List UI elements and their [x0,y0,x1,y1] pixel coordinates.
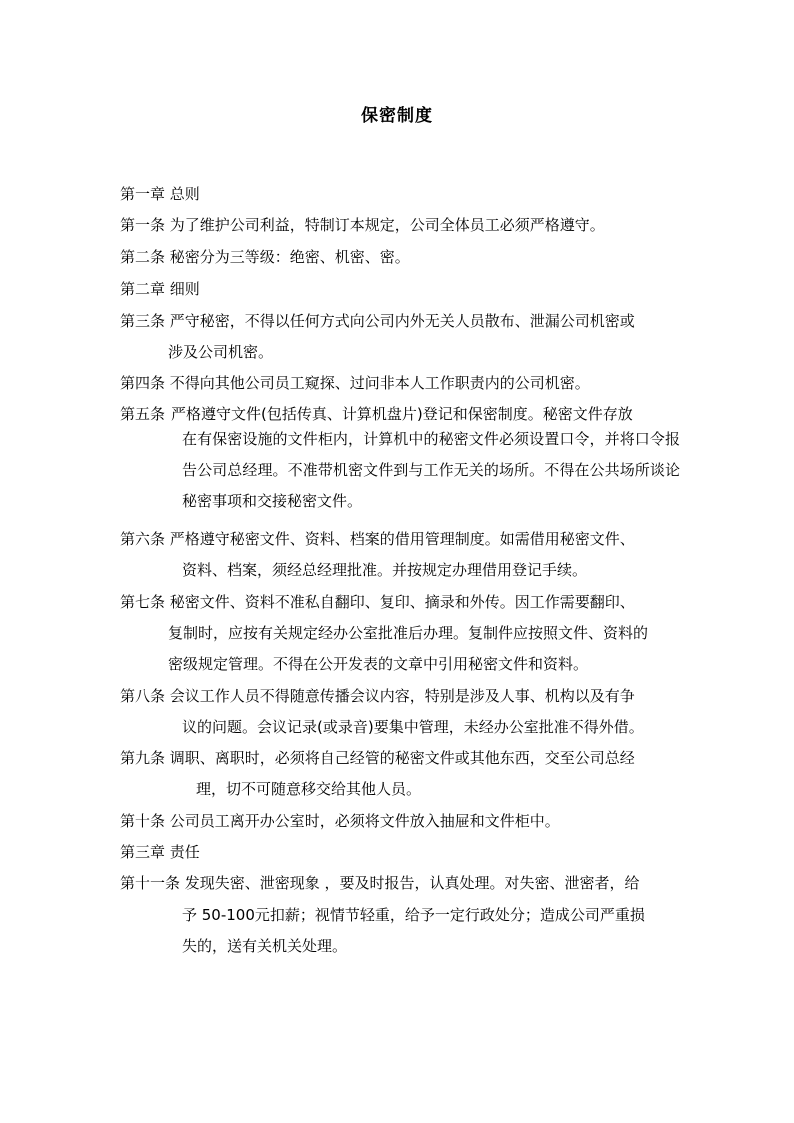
article-5-first-line: 严格遵守文件(包括传真、计算机盘片)登记和保密制度。秘密文件存放 [171,405,633,423]
article-6: 第六条 严格遵守秘密文件、资料、档案的借用管理制度。如需借用秘密文件、 [120,530,635,548]
article-8: 第八条 会议工作人员不得随意传播会议内容，特别是涉及人事、机构以及有争 [120,687,635,705]
chapter-2-heading: 第二章 细则 [120,280,200,298]
article-1: 第一条 为了维护公司利益，特制订本规定，公司全体员工必须严格遵守。 [120,216,605,234]
article-5-label: 第五条 [120,405,166,423]
article-3-continuation: 涉及公司机密。 [168,343,274,361]
article-8-continuation: 议的问题。会议记录(或录音)要集中管理，未经办公室批准不得外借。 [182,718,644,736]
article-5 [120,403,680,517]
article-11-continuation-2: 失的，送有关机关处理。 [182,937,348,955]
article-2: 第二条 秘密分为三等级：绝密、机密、密。 [120,248,410,266]
article-11-continuation-1: 予 50-100元扣薪；视情节轻重，给予一定行政处分；造成公司严重损 [182,906,645,924]
article-9-continuation: 理，切不可随意移交给其他人员。 [196,780,422,798]
document-title: 保密制度 [361,106,433,126]
article-7-continuation-1: 复制时，应按有关规定经办公室批准后办理。复制件应按照文件、资料的 [168,624,649,642]
article-7-continuation-2: 密级规定管理。不得在公开发表的文章中引用秘密文件和资料。 [168,655,589,673]
article-6-continuation: 资料、档案，须经总经理批准。并按规定办理借用登记手续。 [182,561,588,579]
article-10: 第十条 公司员工离开办公室时，必须将文件放入抽屉和文件柜中。 [120,812,560,830]
chapter-3-heading: 第三章 责任 [120,843,200,861]
article-7: 第七条 秘密文件、资料不准私自翻印、复印、摘录和外传。因工作需要翻印、 [120,593,635,611]
article-3: 第三条 严守秘密，不得以任何方式向公司内外无关人员散布、泄漏公司机密或 [120,312,635,330]
chapter-1-heading: 第一章 总则 [120,185,200,203]
article-4: 第四条 不得向其他公司员工窥探、过问非本人工作职责内的公司机密。 [120,374,590,392]
article-11: 第十一条 发现失密、泄密现象 ，要及时报告，认真处理。对失密、泄密者，给 [120,874,640,892]
article-9: 第九条 调职、离职时，必须将自己经管的秘密文件或其他东西，交至公司总经 [120,749,635,767]
article-5-continuation: 在有保密设施的文件柜内，计算机中的秘密文件必须设置口令，并将口令报告公司总经理。不准带机密文件到与工作无关的场所。不得在公共场所谈论秘密事项和交接秘密文件。 [182,430,680,510]
